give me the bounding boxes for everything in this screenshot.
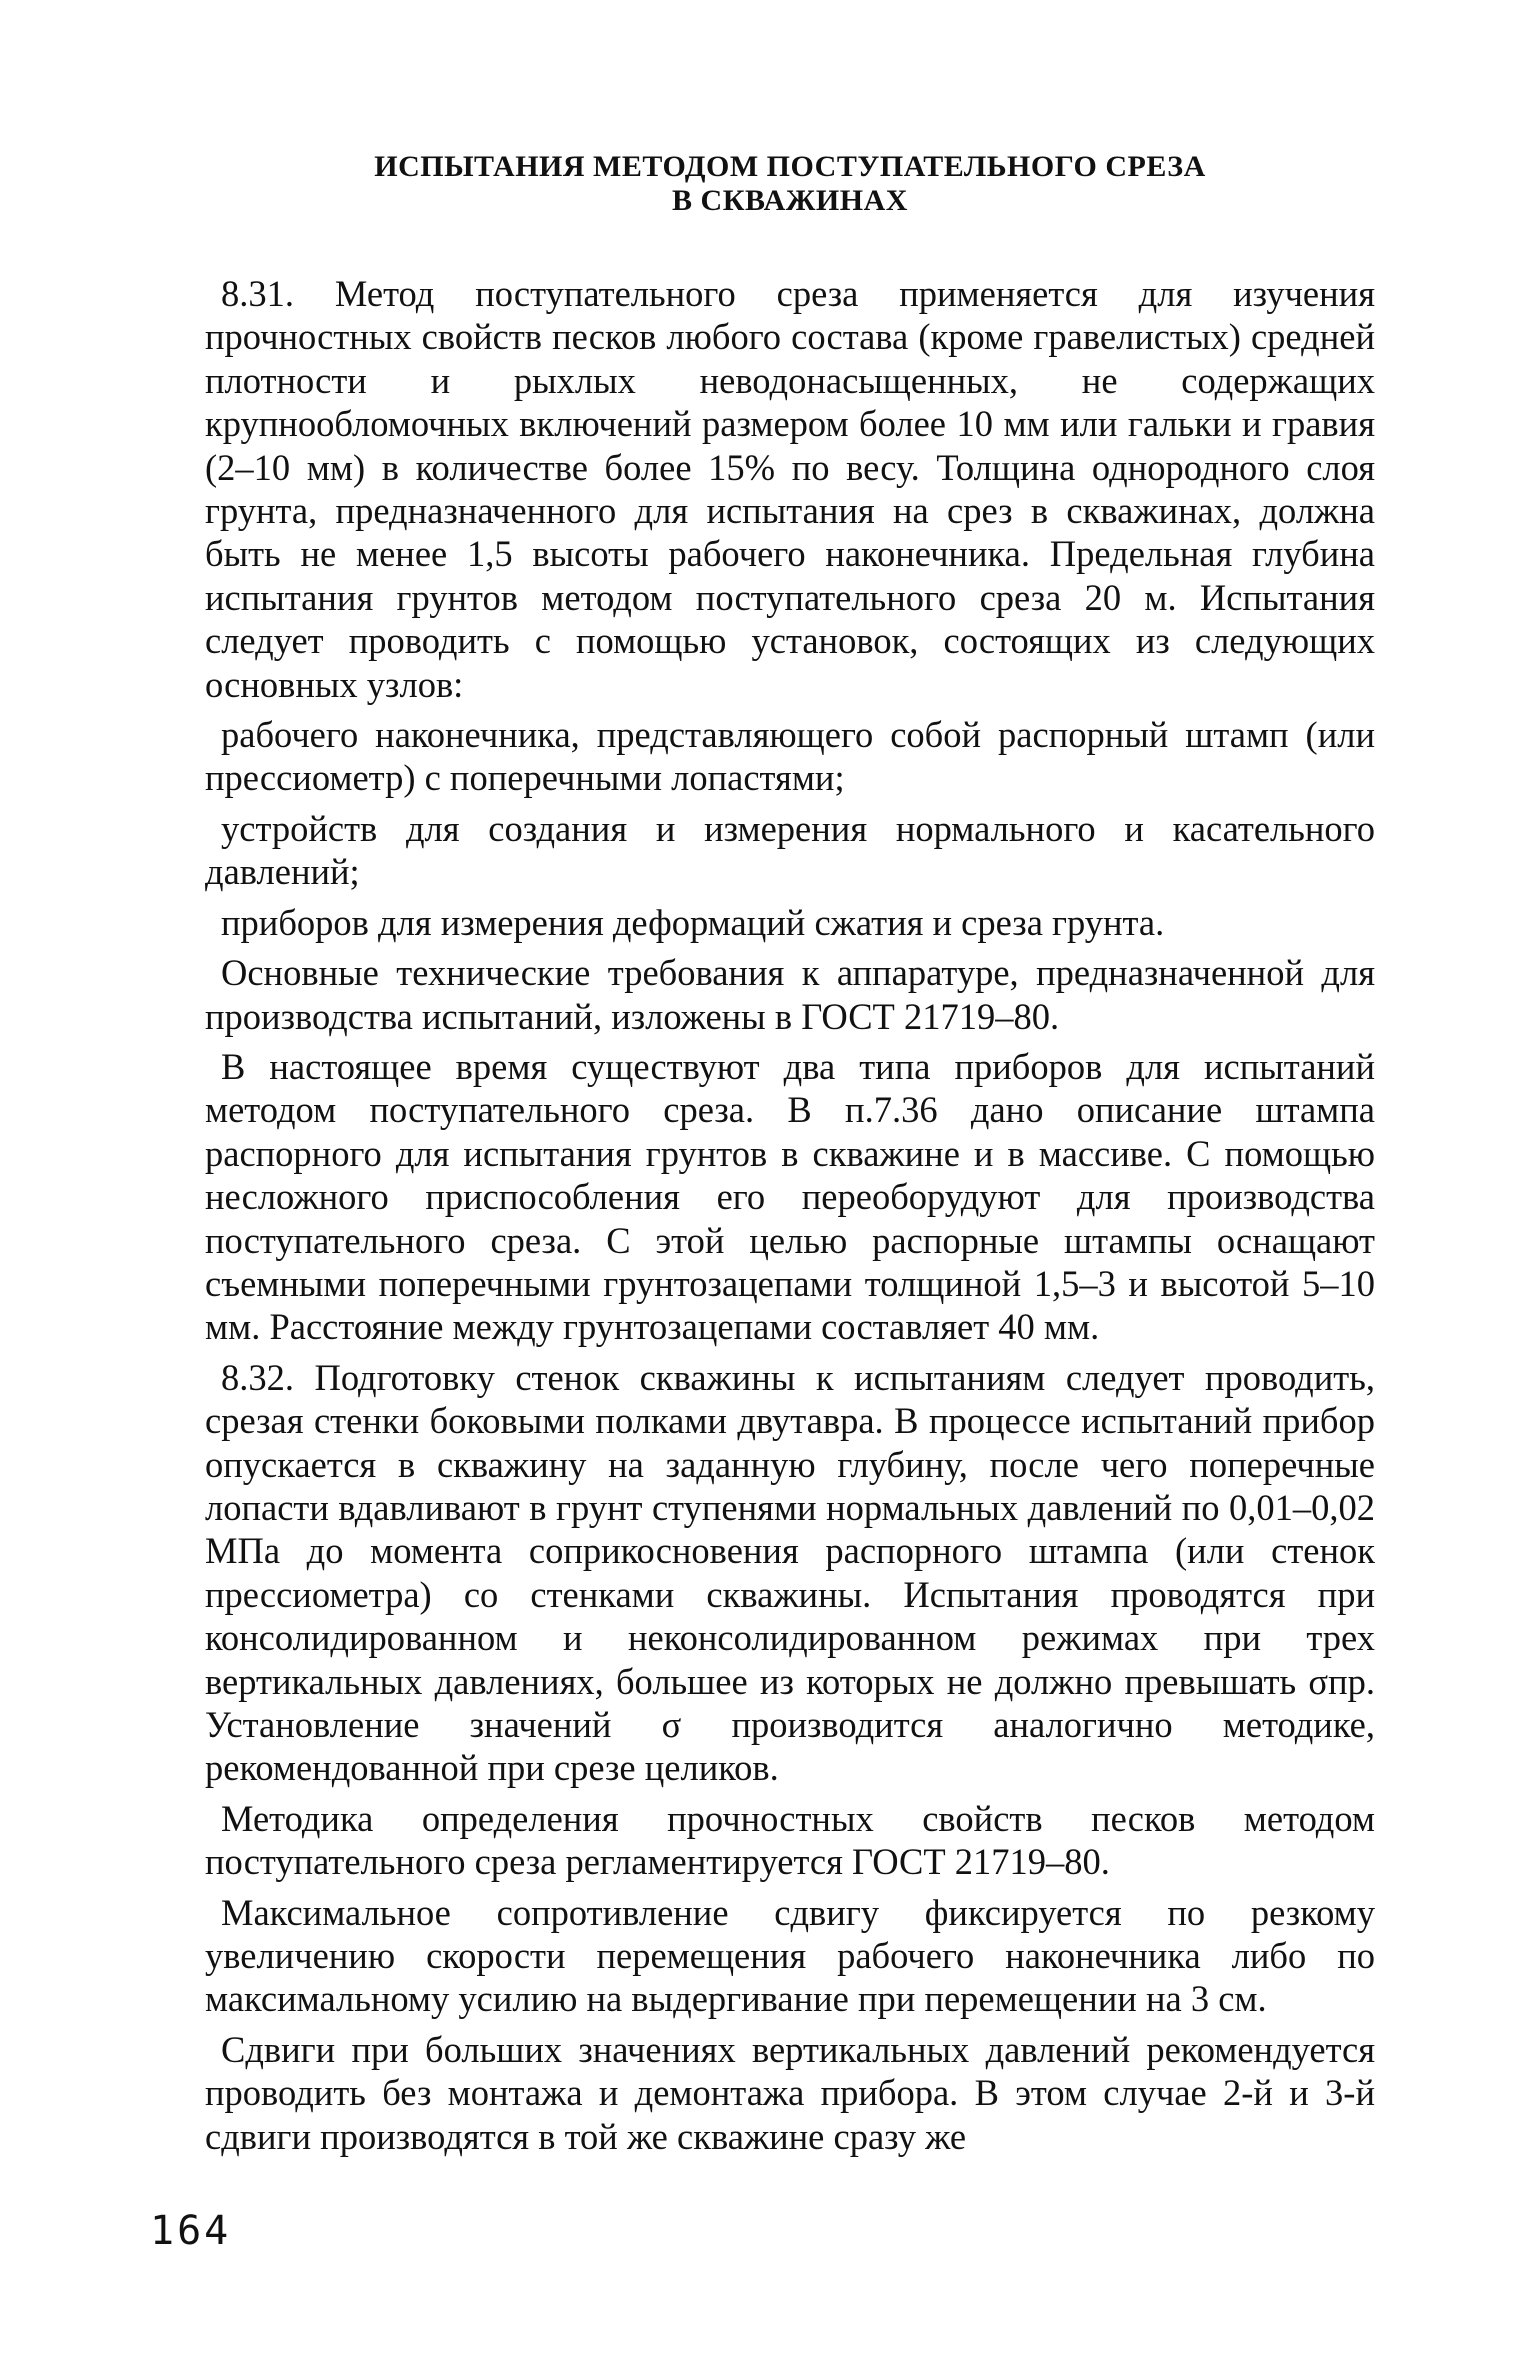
heading-line-2: В СКВАЖИНАХ (672, 184, 908, 217)
paragraph-device-types: В настоящее время существуют два типа приборов для испытаний методом поступательного среза. В п.7.36 дано описание штампа распорного для испытания грунтов в скважине и в массиве. С помощью несложного приспособления его переоборудуют для производства поступательного среза. С этой целью распорные штампы оснащают съемными поперечными грунтозацепами толщиной 1,5–3 и высотой 5–10 мм. Расстояние между грунтозацепами составляет 40 мм. (205, 1045, 1375, 1348)
paragraph-8-32: 8.32. Подготовку стенок скважины к испытаниям следует проводить, срезая стенки боковыми полками двутавра. В процессе испытаний прибор опускается в скважину на заданную глубину, после чего поперечные лопасти вдавливают в грунт ступенями нормальных давлений по 0,01–0,02 МПа до момента соприкосновения распорного штампа (или стенок прессиометра) со стенками скважины. Испытания проводятся при консолидированном и неконсолидированном режимах при трех вертикальных давлениях, большее из которых не должно превышать σпр. Установление значений σ производится аналогично методике, рекомендованной при срезе целиков. (205, 1356, 1375, 1789)
paragraph-requirements: Основные технические требования к аппаратуре, предназначенной для производства испытаний, изложены в ГОСТ 21719–80. (205, 952, 1375, 1037)
paragraph-shifts: Сдвиги при больших значениях вертикальных давлений рекомендуется проводить без монтажа и демонтажа прибора. В этом случае 2-й и 3-й сдвиги производятся в той же скважине сразу же (205, 2028, 1375, 2157)
heading-line-1: ИСПЫТАНИЯ МЕТОДОМ ПОСТУПАТЕЛЬНОГО СРЕЗА (374, 150, 1206, 183)
list-item-pressure-devices: устройств для создания и измерения нормального и касательного давлений; (205, 807, 1375, 893)
section-heading (205, 150, 1375, 218)
paragraph-methodology: Методика определения прочностных свойств песков методом поступательного среза регламентируется ГОСТ 21719–80. (205, 1797, 1375, 1883)
paragraph-max-resistance: Максимальное сопротивление сдвигу фиксируется по резкому увеличению скорости перемещения рабочего наконечника либо по максимальному усилию на выдергивание при перемещении на 3 см. (205, 1891, 1375, 2020)
list-item-working-tip: рабочего наконечника, представляющего собой распорный штамп (или прессиометр) с поперечными лопастями; (205, 714, 1375, 799)
page-content (205, 150, 1375, 2165)
paragraph-8-31: 8.31. Метод поступательного среза применяется для изучения прочностных свойств песков любого состава (кроме гравелистых) средней плотности и рыхлых неводонасыщенных, не содержащих крупнообломочных включений размером более 10 мм или гальки и гравия (2–10 мм) в количестве более 15% по весу. Толщина однородного слоя грунта, предназначенного для испытания на срез в скважинах, должна быть не менее 1,5 высоты рабочего наконечника. Предельная глубина испытания грунтов методом поступательного среза 20 м. Испытания следует проводить с помощью установок, состоящих из следующих основных узлов: (205, 273, 1375, 705)
list-item-measuring-devices: приборов для измерения деформаций сжатия и среза грунта. (221, 901, 1165, 943)
page-number: 164 (150, 2208, 232, 2254)
